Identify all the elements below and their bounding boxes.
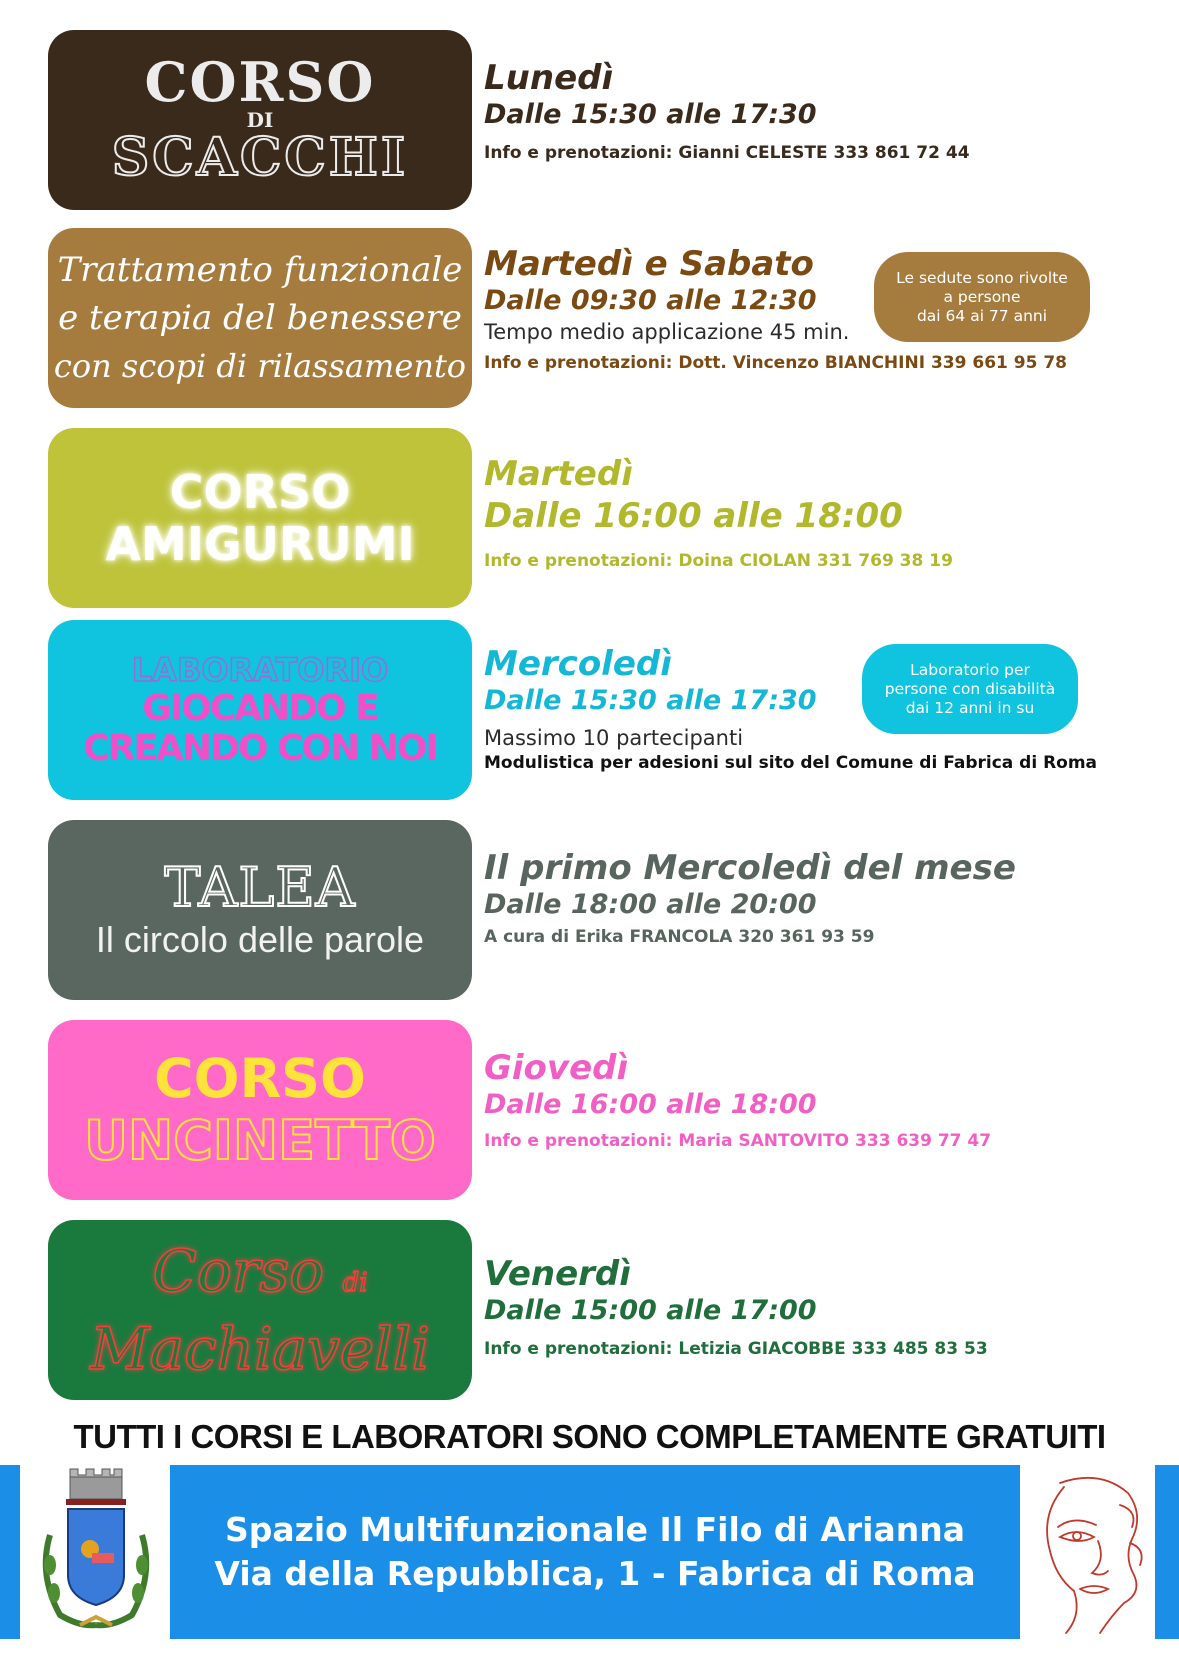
footer — [0, 1465, 1179, 1639]
course-contact: A cura di Erika FRANCOLA 320 361 93 59 — [484, 927, 875, 947]
badge-line: CORSO — [154, 1047, 366, 1110]
crest-card — [20, 1465, 170, 1639]
pill-line: Laboratorio per — [910, 660, 1030, 679]
badge-line: TALEA — [164, 856, 356, 919]
venue-name: Spazio Multifunzionale Il Filo di Arianna — [224, 1510, 966, 1549]
course-time: Dalle 15:30 alle 17:30 — [484, 99, 817, 130]
pill-line: dai 12 anni in su — [905, 698, 1035, 717]
badge-line: SCACCHI — [111, 127, 409, 188]
course-note: Massimo 10 partecipanti — [484, 726, 744, 750]
badge-line: CORSO — [144, 50, 376, 114]
course-contact: Info e prenotazioni: Gianni CELESTE 333 861 72 44 — [484, 143, 970, 163]
badge-line: DI — [246, 108, 274, 132]
badge-line — [152, 1238, 367, 1316]
badge-line: LABORATORIO — [131, 651, 389, 689]
course-day: Il primo Mercoledì del mese — [484, 848, 1016, 888]
free-courses-banner: TUTTI I CORSI E LABORATORI SONO COMPLETAMENTE GRATUITI — [73, 1418, 1106, 1455]
course-day: Martedì — [484, 454, 633, 494]
course-row-crochet — [48, 1020, 1148, 1200]
course-contact: Info e prenotazioni: Maria SANTOVITO 333 639 77 47 — [484, 1131, 992, 1151]
course-info — [484, 454, 1144, 572]
badge-line: Machiavelli — [90, 1315, 430, 1383]
course-day: Lunedì — [484, 58, 614, 98]
course-day: Mercoledì — [484, 644, 672, 684]
course-day: Martedì e Sabato — [484, 244, 814, 284]
course-note: Tempo medio applicazione 45 min. — [484, 320, 850, 344]
course-row-amigurumi — [48, 428, 1148, 608]
course-badge-chess — [48, 30, 472, 210]
pill-line: a persone — [943, 287, 1021, 306]
course-contact: Modulistica per adesioni sul sito del Comune di Fabrica di Roma — [484, 753, 1098, 773]
course-contact: Info e prenotazioni: Dott. Vincenzo BIANCHINI 339 661 95 78 — [484, 353, 1067, 373]
course-badge-amigurumi — [48, 428, 472, 608]
course-time: Dalle 16:00 alle 18:00 — [484, 1089, 817, 1120]
course-row-lab — [48, 620, 1148, 800]
course-row-talea — [48, 820, 1148, 1000]
badge-line: CREANDO CON NOI — [83, 728, 437, 769]
course-info — [484, 848, 1144, 948]
badge-word: Corso — [152, 1237, 325, 1305]
course-contact: Info e prenotazioni: Doina CIOLAN 331 769 38 19 — [484, 551, 953, 571]
course-day: Giovedì — [484, 1048, 629, 1088]
pill-line: dai 64 ai 77 anni — [916, 306, 1048, 325]
course-info — [484, 58, 1144, 164]
course-time: Dalle 15:00 alle 17:00 — [484, 1295, 817, 1326]
target-pill — [862, 644, 1078, 734]
badge-line: Il circolo delle parole — [95, 919, 425, 960]
course-badge-lab — [48, 620, 472, 800]
course-time: Dalle 18:00 alle 20:00 — [484, 889, 817, 920]
course-badge-crochet — [48, 1020, 472, 1200]
course-time: Dalle 09:30 alle 12:30 — [484, 285, 817, 316]
face-card — [1020, 1465, 1155, 1639]
course-badge-talea — [48, 820, 472, 1000]
badge-line: e terapia del benessere — [58, 298, 462, 338]
badge-line: Trattamento funzionale — [57, 250, 463, 290]
municipal-crest-icon — [20, 1465, 170, 1639]
pill-line: persone con disabilità — [884, 679, 1056, 698]
badge-line: CORSO — [169, 465, 351, 519]
course-badge-machiavelli — [48, 1220, 472, 1400]
course-info — [484, 1254, 1144, 1360]
badge-line: AMIGURUMI — [105, 517, 415, 571]
badge-line: GIOCANDO E — [142, 688, 378, 729]
course-contact: Info e prenotazioni: Letizia GIACOBBE 333 485 83 53 — [484, 1339, 988, 1359]
course-info — [484, 1048, 1144, 1152]
course-row-treatment — [48, 228, 1148, 408]
target-pill — [874, 252, 1090, 342]
course-time: Dalle 15:30 alle 17:30 — [484, 685, 817, 716]
course-row-chess — [48, 30, 1148, 210]
pill-line: Le sedute sono rivolte — [896, 268, 1068, 287]
course-badge-treatment — [48, 228, 472, 408]
course-time: Dalle 16:00 alle 18:00 — [484, 496, 903, 536]
course-row-machiavelli — [48, 1220, 1148, 1400]
course-day: Venerdì — [484, 1254, 631, 1294]
badge-line: UNCINETTO — [84, 1109, 436, 1172]
face-line-art-icon — [1020, 1465, 1155, 1639]
footer-address — [170, 1465, 1020, 1639]
venue-address: Via della Repubblica, 1 - Fabrica di Roma — [214, 1554, 976, 1593]
badge-line: con scopi di rilassamento — [53, 347, 467, 385]
badge-word: di — [342, 1268, 368, 1298]
